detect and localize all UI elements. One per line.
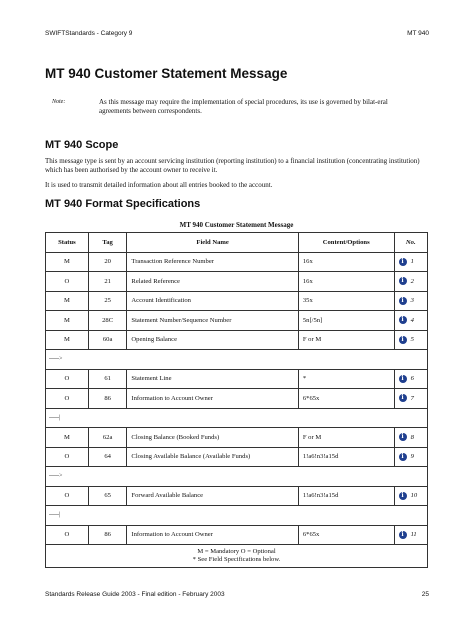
table-header-row xyxy=(46,233,428,253)
info-icon[interactable]: i xyxy=(399,375,407,383)
field-number-link[interactable]: 9 xyxy=(410,453,414,461)
field-name-cell: Information to Account Owner xyxy=(127,525,298,545)
info-icon[interactable]: i xyxy=(399,394,407,402)
page-title: MT 940 Customer Statement Message xyxy=(45,66,288,81)
field-number-cell xyxy=(394,525,427,545)
tag-cell: 21 xyxy=(88,272,127,292)
tag-cell: 86 xyxy=(88,389,127,409)
table-row xyxy=(46,525,428,545)
status-cell: M xyxy=(46,428,89,448)
status-cell: M xyxy=(46,311,89,331)
content-cell: 16x xyxy=(298,272,394,292)
field-number-cell xyxy=(394,369,427,389)
col-no: No. xyxy=(394,233,427,253)
loop-marker: -----> xyxy=(46,467,428,487)
info-icon[interactable]: i xyxy=(399,297,407,305)
status-cell: M xyxy=(46,291,89,311)
table-row xyxy=(46,447,428,467)
loop-marker-row xyxy=(46,408,428,428)
info-icon[interactable]: i xyxy=(399,433,407,441)
field-number-cell xyxy=(394,428,427,448)
field-name-cell: Related Reference xyxy=(127,272,298,292)
tag-cell: 61 xyxy=(88,369,127,389)
scope-paragraph-1: This message type is sent by an account servicing institution (reporting institution) to a financial institution (concentrating institution) which has been authorised by the account owner to receive it. xyxy=(45,157,420,174)
format-table xyxy=(45,232,428,568)
field-number-link[interactable]: 8 xyxy=(410,433,414,441)
status-cell: O xyxy=(46,486,89,506)
field-number-cell xyxy=(394,311,427,331)
info-icon[interactable]: i xyxy=(399,453,407,461)
scope-paragraph-2: It is used to transmit detailed information about all entries booked to the account. xyxy=(45,181,273,189)
status-cell: O xyxy=(46,525,89,545)
content-cell: 16x xyxy=(298,252,394,272)
field-number-link[interactable]: 6 xyxy=(410,375,414,383)
table-row xyxy=(46,428,428,448)
field-name-cell: Forward Available Balance xyxy=(127,486,298,506)
legend-line-2: * See Field Specifications below. xyxy=(192,556,281,563)
scope-heading: MT 940 Scope xyxy=(45,139,119,151)
info-icon[interactable]: i xyxy=(399,336,407,344)
field-name-cell: Transaction Reference Number xyxy=(127,252,298,272)
col-status: Status xyxy=(46,233,89,253)
content-cell: 35x xyxy=(298,291,394,311)
tag-cell: 64 xyxy=(88,447,127,467)
info-icon[interactable]: i xyxy=(399,258,407,266)
status-cell: O xyxy=(46,369,89,389)
field-number-link[interactable]: 3 xyxy=(410,297,414,305)
field-name-cell: Closing Available Balance (Available Funds) xyxy=(127,447,298,467)
field-name-cell: Closing Balance (Booked Funds) xyxy=(127,428,298,448)
field-name-cell: Statement Line xyxy=(127,369,298,389)
content-cell: 1!a6!n3!a15d xyxy=(298,486,394,506)
info-icon[interactable]: i xyxy=(399,277,407,285)
table-row xyxy=(46,272,428,292)
loop-marker-row xyxy=(46,467,428,487)
content-cell: 6*65x xyxy=(298,525,394,545)
table-row xyxy=(46,311,428,331)
content-cell: F or M xyxy=(298,330,394,350)
field-number-cell xyxy=(394,272,427,292)
col-content-options: Content/Options xyxy=(298,233,394,253)
loop-marker: -----| xyxy=(46,408,428,428)
col-field-name: Field Name xyxy=(127,233,298,253)
field-name-cell: Opening Balance xyxy=(127,330,298,350)
table-body xyxy=(46,252,428,545)
status-cell: M xyxy=(46,330,89,350)
table-caption: MT 940 Customer Statement Message xyxy=(179,221,294,229)
tag-cell: 65 xyxy=(88,486,127,506)
field-number-cell xyxy=(394,291,427,311)
page-number: 25 xyxy=(421,591,429,598)
table-row xyxy=(46,330,428,350)
field-number-link[interactable]: 4 xyxy=(410,316,414,324)
field-number-link[interactable]: 7 xyxy=(410,394,414,402)
content-cell: 6*65x xyxy=(298,389,394,409)
table-row xyxy=(46,291,428,311)
content-cell: F or M xyxy=(298,428,394,448)
tag-cell: 86 xyxy=(88,525,127,545)
field-number-link[interactable]: 2 xyxy=(410,277,414,285)
col-tag: Tag xyxy=(88,233,127,253)
field-name-cell: Statement Number/Sequence Number xyxy=(127,311,298,331)
status-cell: O xyxy=(46,272,89,292)
field-number-link[interactable]: 1 xyxy=(410,258,414,266)
field-number-cell xyxy=(394,486,427,506)
legend-line-1: M = Mandatory O = Optional xyxy=(197,548,276,555)
field-number-cell xyxy=(394,447,427,467)
loop-marker-row xyxy=(46,350,428,370)
field-name-cell: Account Identification xyxy=(127,291,298,311)
content-cell: * xyxy=(298,369,394,389)
status-cell: O xyxy=(46,447,89,467)
field-name-cell: Information to Account Owner xyxy=(127,389,298,409)
table-footer-row xyxy=(46,545,428,568)
info-icon[interactable]: i xyxy=(399,531,407,539)
status-cell: M xyxy=(46,252,89,272)
running-header-right: MT 940 xyxy=(407,30,429,37)
tag-cell: 28C xyxy=(88,311,127,331)
field-number-link[interactable]: 11 xyxy=(410,531,417,539)
status-cell: O xyxy=(46,389,89,409)
field-number-cell xyxy=(394,330,427,350)
running-header-left: SWIFTStandards - Category 9 xyxy=(45,30,133,37)
table-row xyxy=(46,389,428,409)
tag-cell: 60a xyxy=(88,330,127,350)
table-row xyxy=(46,369,428,389)
content-cell: 1!a6!n3!a15d xyxy=(298,447,394,467)
field-number-cell xyxy=(394,252,427,272)
info-icon[interactable]: i xyxy=(399,492,407,500)
info-icon[interactable]: i xyxy=(399,316,407,324)
field-number-link[interactable]: 5 xyxy=(410,336,414,344)
note-label: Note: xyxy=(52,99,66,105)
tag-cell: 25 xyxy=(88,291,127,311)
tag-cell: 62a xyxy=(88,428,127,448)
content-cell: 5n[/5n] xyxy=(298,311,394,331)
loop-marker: -----> xyxy=(46,350,428,370)
loop-marker-row xyxy=(46,506,428,526)
table-row xyxy=(46,252,428,272)
format-heading: MT 940 Format Specifications xyxy=(45,198,201,210)
loop-marker: -----| xyxy=(46,506,428,526)
table-row xyxy=(46,486,428,506)
field-number-cell xyxy=(394,389,427,409)
note-text: As this message may require the implementation of special procedures, its use is governed by bilat-eral agreements between correspondents. xyxy=(99,98,388,115)
running-footer-left: Standards Release Guide 2003 - Final edition - February 2003 xyxy=(45,591,225,598)
table-legend xyxy=(46,545,428,568)
field-number-link[interactable]: 10 xyxy=(410,492,418,500)
tag-cell: 20 xyxy=(88,252,127,272)
